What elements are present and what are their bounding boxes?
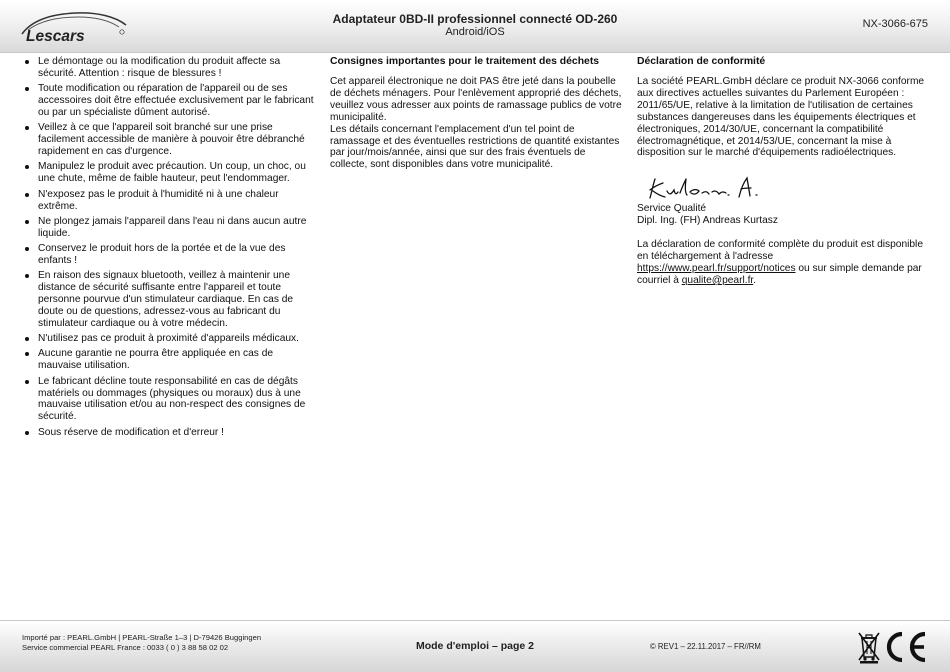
safety-item: Ne plongez jamais l'appareil dans l'eau ni dans aucun autre liquide. <box>22 216 314 240</box>
download-text-3: . <box>753 274 757 286</box>
importer-info <box>22 633 261 652</box>
page-footer <box>0 620 950 672</box>
signature-role: Service Qualité <box>637 203 707 215</box>
safety-item: N'exposez pas le produit à l'humidité ni à une chaleur extrême. <box>22 189 314 213</box>
waste-paragraph-2: Les détails concernant l'emplacement d'un tel point de ramassage et des éventuelles restrictions de quantité existantes par jour/mois/année, ainsi que sur des frais éventuels de collecte, sont disponibles dans votre municipalité. <box>330 123 620 171</box>
download-paragraph <box>637 239 929 287</box>
safety-item: Aucune garantie ne pourra être appliquée en cas de mauvaise utilisation. <box>22 348 314 372</box>
safety-item: En raison des signaux bluetooth, veillez à maintenir une distance de sécurité suffisante entre l'appareil et toute personne pourvue d'un stimulateur cardiaque. En cas de doute ou de questions, adressez-vous au fabricant du stimulateur cardiaque ou à votre médecin. <box>22 270 314 330</box>
conformity-paragraph: La société PEARL.GmbH déclare ce produit NX-3066 conforme aux directives actuelles suivantes du Parlement Européen : 2011/65/UE, relative à la limitation de l'utilisation de certaines substances dangereuses dans les équipements électriques et électroniques, 2014/30/UE, concernant la compatibilité électromagnétique, et 2014/53/UE, concernant la mise à disposition sur le marché d'équipements radioélectriques. <box>637 76 925 159</box>
lescars-logo <box>18 8 130 46</box>
safety-item: Toute modification ou réparation de l'appareil ou de ses accessoires doit être effectuée exclusivement par le fabricant ou par un spécialiste dûment autorisé. <box>22 83 314 119</box>
safety-item: Le démontage ou la modification du produit affecte sa sécurité. Attention : risque de blessures ! <box>22 56 314 80</box>
download-text-2: ou sur simple demande par courriel à <box>637 262 922 286</box>
safety-item: Le fabricant décline toute responsabilité en cas de dégâts matériels ou dommages (physiques ou moraux) dus à une mauvaise utilisation et/ou au non-respect des consignes de sécurité. <box>22 376 314 424</box>
conformity-column <box>637 56 929 287</box>
waste-paragraph-1: Cet appareil électronique ne doit PAS être jeté dans la poubelle de déchets ménagers. Pour l'enlèvement approprié des déchets, veuillez vous adresser aux points de ramassage publics de votre municipalité. <box>330 76 622 123</box>
download-text-1: La déclaration de conformité complète du produit est disponible en téléchargement à l'adresse <box>637 239 923 263</box>
revision-info: © REV1 – 22.11.2017 – FR//RM <box>650 642 761 651</box>
importer-line-2: Service commercial PEARL France : 0033 ( 0 ) 3 88 58 02 02 <box>22 642 229 652</box>
safety-item: Sous réserve de modification et d'erreur ! <box>22 427 314 439</box>
document-subtitle: Android/iOS <box>445 26 505 38</box>
email-link[interactable]: qualite@pearl.fr <box>681 274 754 286</box>
handwritten-signature <box>643 173 783 201</box>
logo-text: Lescars <box>26 28 85 45</box>
ce-mark-icon <box>883 630 929 664</box>
safety-item: Manipulez le produit avec précaution. Un coup, un choc, ou une chute, même de faible hauteur, peut l'endommager. <box>22 161 314 185</box>
safety-item: N'utilisez pas ce produit à proximité d'appareils médicaux. <box>22 333 314 345</box>
signature-name: Dipl. Ing. (FH) Andreas Kurtasz <box>637 215 778 227</box>
weee-crossed-bin-icon <box>857 630 881 664</box>
product-reference: NX-3066-675 <box>862 18 928 30</box>
waste-column <box>330 56 622 171</box>
safety-list <box>22 56 314 439</box>
page-header <box>0 0 950 53</box>
safety-item: Veillez à ce que l'appareil soit branché sur une prise facilement accessible de manière à pouvoir être débranché rapidement en cas d'urgence. <box>22 122 314 158</box>
conformity-heading: Déclaration de conformité <box>637 56 766 67</box>
importer-line-1: Importé par : PEARL.GmbH | PEARL-Straße 1–3 | D-79426 Buggingen <box>22 633 262 642</box>
document-title: Adaptateur 0BD-II professionnel connecté OD-260 <box>332 12 618 26</box>
safety-item: Conservez le produit hors de la portée et de la vue des enfants ! <box>22 243 314 267</box>
page-label: Mode d'emploi – page 2 <box>415 640 535 652</box>
waste-heading: Consignes importantes pour le traitement des déchets <box>330 56 600 67</box>
download-link[interactable]: https://www.pearl.fr/support/notices <box>637 262 796 274</box>
safety-column <box>22 56 314 442</box>
